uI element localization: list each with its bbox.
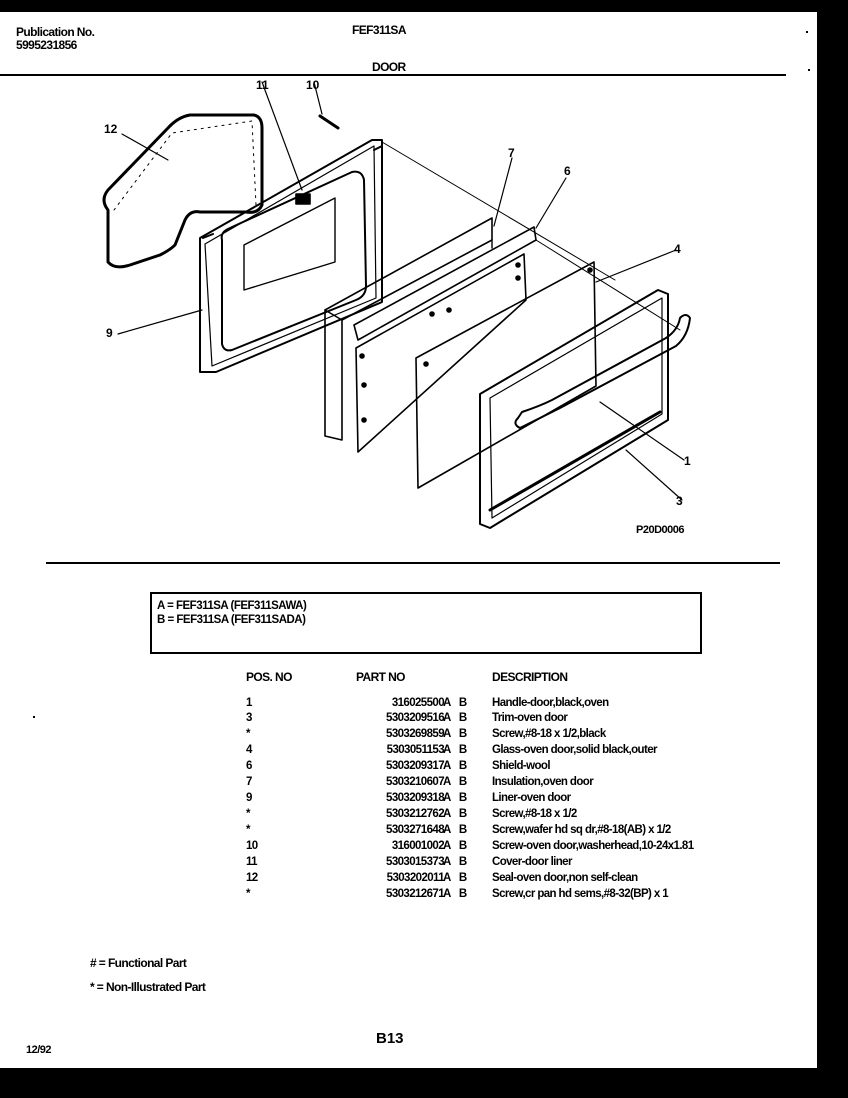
scan-border-bottom (0, 1068, 848, 1098)
part-description: Glass-oven door,solid black,outer (492, 744, 657, 756)
table-row (0, 872, 817, 887)
part-no: 316001002 (391, 840, 444, 852)
table-row (0, 824, 817, 839)
part-description: Seal-oven door,non self-clean (492, 872, 638, 884)
callout-1: 1 (684, 454, 691, 468)
footer-date: 12/92 (26, 1044, 52, 1056)
legend-line-b: B = FEF311SA (FEF311SADA) (157, 614, 306, 626)
legend-line-a: A = FEF311SA (FEF311SAWA) (157, 600, 307, 612)
scan-speck (33, 716, 35, 718)
model-codes: A B (443, 712, 467, 724)
part-description: Insulation,oven door (492, 776, 594, 788)
pos-no: * (246, 728, 250, 740)
part-no: 5303210607 (386, 776, 444, 788)
pos-no: 1 (246, 697, 252, 709)
pos-no: 9 (246, 792, 252, 804)
part-description: Shield-wool (492, 760, 550, 772)
callout-9: 9 (106, 326, 113, 340)
note-functional-part: # = Functional Part (90, 956, 187, 970)
model-codes: A B (443, 744, 467, 756)
part-no: 5303209318 (386, 792, 444, 804)
model-legend-box (150, 592, 702, 654)
publication-number: 5995231856 (16, 38, 77, 52)
pos-no: 4 (246, 744, 252, 756)
table-row (0, 744, 817, 759)
figure-code: P20D0006 (636, 524, 684, 536)
model-codes: A B (443, 697, 467, 709)
model-codes: A B (443, 856, 467, 868)
section-divider (46, 562, 780, 564)
table-row (0, 856, 817, 871)
part-no: 5303015373 (386, 856, 444, 868)
pos-no: 3 (246, 712, 252, 724)
model-codes: A B (443, 728, 467, 740)
part-no: 5303209317 (386, 760, 444, 772)
exploded-door-diagram (0, 76, 817, 556)
pos-no: * (246, 824, 250, 836)
part-no: 316025500 (391, 697, 444, 709)
part-no: 5303269859 (386, 728, 444, 740)
table-row (0, 728, 817, 743)
pos-no: 11 (246, 856, 257, 868)
callout-11: 11 (256, 78, 269, 92)
pos-no: * (246, 808, 250, 820)
table-row (0, 760, 817, 775)
part-description: Trim-oven door (492, 712, 568, 724)
pos-no: 6 (246, 760, 252, 772)
part-no: 5303209516 (386, 712, 444, 724)
part-description: Liner-oven door (492, 792, 571, 804)
model-number: FEF311SA (352, 23, 406, 37)
section-title: DOOR (372, 60, 406, 74)
table-row (0, 840, 817, 855)
table-row (0, 776, 817, 791)
model-codes: A B (443, 824, 467, 836)
callout-4: 4 (674, 242, 681, 256)
page-number: B13 (376, 1030, 404, 1047)
table-row (0, 808, 817, 823)
model-codes: A B (443, 760, 467, 772)
scan-speck (808, 69, 810, 71)
pos-no: 10 (246, 840, 258, 852)
part-description: Cover-door liner (492, 856, 572, 868)
scan-border-top (0, 0, 848, 12)
callout-7: 7 (508, 146, 515, 160)
screw-part-10 (320, 116, 338, 128)
model-codes: A B (443, 888, 467, 900)
callout-6: 6 (564, 164, 571, 178)
part-description: Screw,#8-18 x 1/2 (492, 808, 577, 820)
part-no: 5303271648 (386, 824, 444, 836)
liner-part-9 (200, 140, 382, 372)
part-no: 5303212671 (386, 888, 444, 900)
table-row (0, 697, 817, 712)
model-codes: A B (443, 872, 467, 884)
table-row (0, 888, 817, 903)
table-row (0, 792, 817, 807)
part-description: Screw,cr pan hd sems,#8-32(BP) x 1 (492, 888, 669, 900)
note-non-illustrated-part: * = Non-Illustrated Part (90, 980, 206, 994)
trim-part-3 (480, 290, 668, 528)
pos-no: * (246, 888, 250, 900)
model-codes: A B (443, 776, 467, 788)
header-part-no: PART NO (356, 670, 405, 684)
callout-3: 3 (676, 494, 683, 508)
scan-border-right (817, 0, 848, 1098)
table-row (0, 712, 817, 727)
part-description: Handle-door,black,oven (492, 697, 609, 709)
scan-speck (806, 31, 808, 33)
publication-info (16, 26, 94, 52)
part-no: 5303051153 (386, 744, 444, 756)
pos-no: 7 (246, 776, 252, 788)
part-description: Screw,#8-18 x 1/2,black (492, 728, 606, 740)
part-no: 5303202011 (386, 872, 444, 884)
part-description: Screw-oven door,washerhead,10-24x1.81 (492, 840, 694, 852)
model-codes: A B (443, 840, 467, 852)
part-no: 5303212762 (386, 808, 444, 820)
publication-label: Publication No. (16, 25, 95, 39)
door-assembly-drawing (0, 76, 817, 556)
model-codes: A B (443, 792, 467, 804)
part-description: Screw,wafer hd sq dr,#8-18(AB) x 1/2 (492, 824, 671, 836)
header-description: DESCRIPTION (492, 670, 568, 684)
liner-cover-part-11 (296, 194, 310, 204)
pos-no: 12 (246, 872, 258, 884)
header-pos-no: POS. NO (246, 670, 292, 684)
callout-12: 12 (104, 122, 118, 136)
model-codes: A B (443, 808, 467, 820)
callout-10: 10 (306, 78, 320, 92)
